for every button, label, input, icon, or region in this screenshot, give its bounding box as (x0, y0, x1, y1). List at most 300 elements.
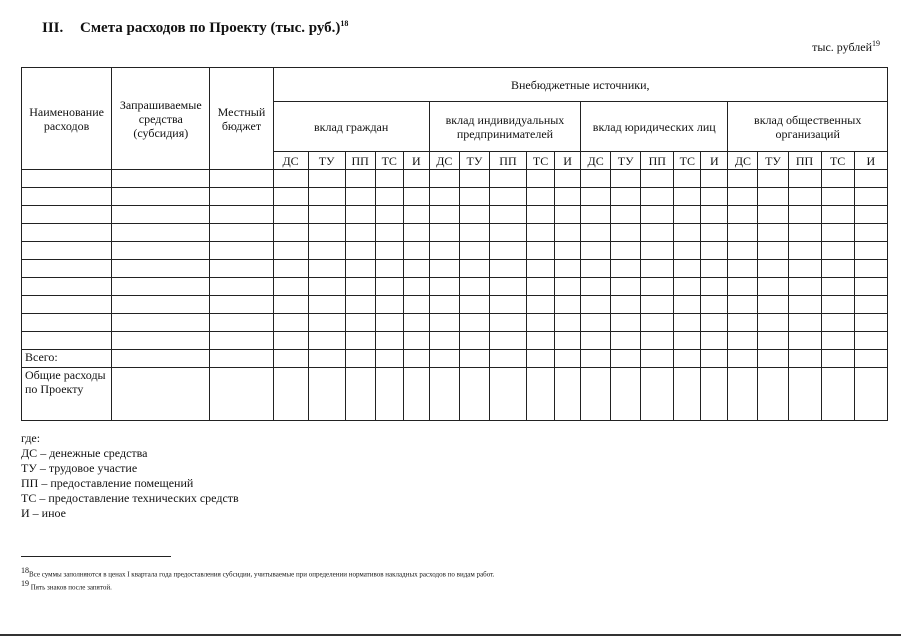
table-cell[interactable] (527, 368, 555, 421)
table-cell[interactable] (489, 332, 526, 350)
table-cell[interactable] (429, 296, 459, 314)
group-header-3: вклад юридических лиц (581, 102, 728, 152)
table-cell[interactable] (429, 242, 459, 260)
footnote-18 (21, 566, 494, 578)
table-cell[interactable] (489, 296, 526, 314)
table-cell[interactable] (308, 242, 345, 260)
table-cell[interactable] (403, 224, 429, 242)
table-cell[interactable] (758, 260, 788, 278)
table-cell[interactable] (854, 350, 887, 368)
row-name-cell[interactable] (22, 242, 112, 260)
table-cell[interactable] (555, 170, 581, 188)
table-cell[interactable] (821, 242, 854, 260)
table-cell[interactable] (728, 260, 758, 278)
table-cell[interactable] (701, 296, 728, 314)
table-cell[interactable] (854, 206, 887, 224)
table-cell[interactable] (527, 206, 555, 224)
table-cell[interactable] (821, 296, 854, 314)
subcol-header: ТС (527, 152, 555, 170)
table-cell[interactable] (210, 224, 273, 242)
table-cell[interactable] (112, 188, 210, 206)
table-cell[interactable] (758, 206, 788, 224)
table-cell[interactable] (403, 332, 429, 350)
table-cell[interactable] (459, 296, 489, 314)
row-name-cell[interactable] (22, 170, 112, 188)
table-cell[interactable] (821, 170, 854, 188)
table-cell[interactable] (489, 224, 526, 242)
legend-item: И – иное (21, 506, 66, 520)
table-cell[interactable] (611, 368, 641, 421)
table-cell[interactable] (854, 260, 887, 278)
table-cell[interactable] (611, 188, 641, 206)
table-cell[interactable] (273, 296, 308, 314)
table-cell[interactable] (527, 350, 555, 368)
table-row (22, 242, 888, 260)
table-cell[interactable] (210, 260, 273, 278)
table-cell[interactable] (788, 296, 821, 314)
table-cell[interactable] (403, 188, 429, 206)
table-cell[interactable] (375, 350, 403, 368)
table-cell[interactable] (821, 368, 854, 421)
group-header-2: вклад индивидуальных предпринимателей (429, 102, 580, 152)
table-cell[interactable] (459, 224, 489, 242)
table-cell[interactable] (581, 332, 611, 350)
table-cell[interactable] (459, 314, 489, 332)
table-cell[interactable] (403, 206, 429, 224)
table-cell[interactable] (345, 350, 375, 368)
row-name-cell[interactable] (22, 188, 112, 206)
table-cell[interactable] (854, 296, 887, 314)
table-cell[interactable] (728, 278, 758, 296)
table-cell[interactable] (611, 260, 641, 278)
table-cell[interactable] (403, 368, 429, 421)
table-cell[interactable] (788, 260, 821, 278)
table-cell[interactable] (527, 332, 555, 350)
table-cell[interactable] (375, 314, 403, 332)
table-cell[interactable] (758, 242, 788, 260)
table-cell[interactable] (674, 260, 701, 278)
subcol-header: И (403, 152, 429, 170)
table-cell[interactable] (581, 278, 611, 296)
table-cell[interactable] (210, 296, 273, 314)
table-cell[interactable] (308, 170, 345, 188)
table-cell[interactable] (701, 314, 728, 332)
table-cell[interactable] (345, 206, 375, 224)
table-cell[interactable] (489, 206, 526, 224)
table-cell[interactable] (758, 224, 788, 242)
table-cell[interactable] (821, 206, 854, 224)
table-cell[interactable] (210, 242, 273, 260)
table-cell[interactable] (581, 350, 611, 368)
table-cell[interactable] (701, 224, 728, 242)
table-cell[interactable] (375, 242, 403, 260)
table-cell[interactable] (728, 296, 758, 314)
table-cell[interactable] (112, 206, 210, 224)
table-cell[interactable] (641, 242, 674, 260)
table-cell[interactable] (788, 242, 821, 260)
table-cell[interactable] (345, 278, 375, 296)
table-cell[interactable] (788, 224, 821, 242)
table-cell[interactable] (854, 224, 887, 242)
table-cell[interactable] (641, 278, 674, 296)
table-cell[interactable] (581, 260, 611, 278)
table-cell[interactable] (489, 260, 526, 278)
table-cell[interactable] (273, 368, 308, 421)
table-cell[interactable] (489, 170, 526, 188)
table-cell[interactable] (273, 242, 308, 260)
row-name-cell[interactable] (22, 278, 112, 296)
table-cell[interactable] (459, 368, 489, 421)
table-cell[interactable] (489, 278, 526, 296)
table-cell[interactable] (641, 314, 674, 332)
table-cell[interactable] (112, 224, 210, 242)
table-cell[interactable] (674, 314, 701, 332)
table-cell[interactable] (641, 188, 674, 206)
row-name-cell[interactable] (22, 332, 112, 350)
table-cell[interactable] (403, 314, 429, 332)
table-cell[interactable] (854, 332, 887, 350)
table-cell[interactable] (701, 188, 728, 206)
table-cell[interactable] (527, 314, 555, 332)
table-cell[interactable] (210, 206, 273, 224)
table-cell[interactable] (403, 260, 429, 278)
table-cell[interactable] (788, 332, 821, 350)
table-cell[interactable] (345, 332, 375, 350)
table-cell[interactable] (308, 314, 345, 332)
table-cell[interactable] (641, 224, 674, 242)
table-cell[interactable] (674, 242, 701, 260)
subcol-header: ТС (674, 152, 701, 170)
table-cell[interactable] (821, 278, 854, 296)
table-cell[interactable] (308, 278, 345, 296)
table-cell[interactable] (429, 332, 459, 350)
table-cell[interactable] (112, 278, 210, 296)
table-cell[interactable] (555, 242, 581, 260)
table-cell[interactable] (758, 170, 788, 188)
table-cell[interactable] (459, 332, 489, 350)
table-cell[interactable] (308, 206, 345, 224)
table-cell[interactable] (854, 188, 887, 206)
table-cell[interactable] (821, 350, 854, 368)
table-cell[interactable] (641, 332, 674, 350)
table-cell[interactable] (821, 314, 854, 332)
table-cell[interactable] (674, 188, 701, 206)
table-cell[interactable] (758, 188, 788, 206)
table-cell[interactable] (701, 350, 728, 368)
subcol-header: ДС (581, 152, 611, 170)
table-cell[interactable] (273, 188, 308, 206)
table-cell[interactable] (527, 278, 555, 296)
table-cell[interactable] (701, 260, 728, 278)
table-cell[interactable] (112, 242, 210, 260)
table-cell[interactable] (112, 296, 210, 314)
table-cell[interactable] (788, 278, 821, 296)
table-cell[interactable] (555, 368, 581, 421)
table-cell[interactable] (555, 206, 581, 224)
table-cell[interactable] (701, 242, 728, 260)
table-cell[interactable] (345, 188, 375, 206)
table-cell[interactable] (854, 368, 887, 421)
table-cell[interactable] (489, 314, 526, 332)
table-cell[interactable] (758, 332, 788, 350)
row-name-cell[interactable] (22, 206, 112, 224)
table-cell[interactable] (641, 170, 674, 188)
table-cell[interactable] (674, 278, 701, 296)
table-cell[interactable] (112, 368, 210, 421)
table-cell[interactable] (527, 188, 555, 206)
table-cell[interactable] (210, 368, 273, 421)
table-cell[interactable] (555, 278, 581, 296)
table-cell[interactable] (581, 314, 611, 332)
table-cell[interactable] (788, 206, 821, 224)
table-cell[interactable] (112, 350, 210, 368)
table-cell[interactable] (581, 170, 611, 188)
table-cell[interactable] (581, 296, 611, 314)
table-cell[interactable] (489, 242, 526, 260)
table-cell[interactable] (611, 170, 641, 188)
table-cell[interactable] (701, 332, 728, 350)
table-cell[interactable] (112, 170, 210, 188)
table-cell[interactable] (555, 260, 581, 278)
table-cell[interactable] (308, 260, 345, 278)
table-cell[interactable] (821, 332, 854, 350)
table-cell[interactable] (210, 314, 273, 332)
table-cell[interactable] (273, 206, 308, 224)
subcol-header: ДС (429, 152, 459, 170)
table-cell[interactable] (489, 350, 526, 368)
table-row (22, 278, 888, 296)
table-cell[interactable] (308, 296, 345, 314)
table-cell[interactable] (788, 314, 821, 332)
table-cell[interactable] (308, 368, 345, 421)
table-cell[interactable] (210, 278, 273, 296)
table-cell[interactable] (821, 224, 854, 242)
table-cell[interactable] (555, 332, 581, 350)
table-cell[interactable] (489, 188, 526, 206)
table-cell[interactable] (854, 278, 887, 296)
table-cell[interactable] (459, 260, 489, 278)
table-cell[interactable] (429, 350, 459, 368)
table-cell[interactable] (375, 278, 403, 296)
row-name-cell[interactable] (22, 224, 112, 242)
table-cell[interactable] (581, 368, 611, 421)
table-cell[interactable] (854, 242, 887, 260)
table-cell[interactable] (403, 170, 429, 188)
table-cell[interactable] (375, 368, 403, 421)
table-cell[interactable] (210, 170, 273, 188)
table-cell[interactable] (210, 350, 273, 368)
table-cell[interactable] (112, 332, 210, 350)
table-cell[interactable] (581, 242, 611, 260)
table-cell[interactable] (701, 278, 728, 296)
table-cell[interactable] (641, 350, 674, 368)
footnote-ref-18[interactable]: 18 (340, 19, 349, 28)
table-cell[interactable] (273, 224, 308, 242)
table-cell[interactable] (758, 314, 788, 332)
subcol-header: ПП (788, 152, 821, 170)
table-cell[interactable] (728, 242, 758, 260)
footnote-separator (21, 556, 171, 557)
table-cell[interactable] (854, 170, 887, 188)
table-cell[interactable] (728, 224, 758, 242)
table-cell[interactable] (459, 242, 489, 260)
table-cell[interactable] (273, 170, 308, 188)
table-cell[interactable] (459, 170, 489, 188)
table-cell[interactable] (758, 278, 788, 296)
table-cell[interactable] (728, 368, 758, 421)
table-cell[interactable] (821, 188, 854, 206)
table-cell[interactable] (345, 314, 375, 332)
table-cell[interactable] (641, 206, 674, 224)
table-cell[interactable] (429, 260, 459, 278)
table-cell[interactable] (641, 368, 674, 421)
col-header-local-budget: Местный бюджет (210, 68, 273, 170)
table-cell[interactable] (459, 206, 489, 224)
table-cell[interactable] (273, 332, 308, 350)
table-cell[interactable] (403, 350, 429, 368)
footnote-ref-19[interactable]: 19 (872, 39, 880, 48)
table-cell[interactable] (555, 296, 581, 314)
table-cell[interactable] (459, 188, 489, 206)
table-cell[interactable] (788, 368, 821, 421)
table-cell[interactable] (308, 350, 345, 368)
table-cell[interactable] (611, 224, 641, 242)
table-cell[interactable] (581, 206, 611, 224)
table-cell[interactable] (611, 242, 641, 260)
table-cell[interactable] (210, 332, 273, 350)
table-cell[interactable] (403, 242, 429, 260)
table-cell[interactable] (345, 260, 375, 278)
table-cell[interactable] (210, 188, 273, 206)
table-cell[interactable] (375, 206, 403, 224)
table-cell[interactable] (611, 206, 641, 224)
table-cell[interactable] (527, 296, 555, 314)
table-cell[interactable] (674, 224, 701, 242)
table-cell[interactable] (273, 260, 308, 278)
table-cell[interactable] (821, 260, 854, 278)
subcol-header: ТС (375, 152, 403, 170)
table-cell[interactable] (429, 278, 459, 296)
table-cell[interactable] (429, 224, 459, 242)
table-cell[interactable] (555, 224, 581, 242)
table-cell[interactable] (375, 296, 403, 314)
table-cell[interactable] (459, 350, 489, 368)
table-cell[interactable] (788, 188, 821, 206)
table-cell[interactable] (728, 314, 758, 332)
row-name-cell[interactable] (22, 296, 112, 314)
table-cell[interactable] (728, 170, 758, 188)
group-header-1: вклад граждан (273, 102, 429, 152)
row-label: Общие расходы по Проекту (22, 368, 112, 421)
table-cell[interactable] (728, 206, 758, 224)
table-cell[interactable] (641, 260, 674, 278)
table-cell[interactable] (308, 224, 345, 242)
table-cell[interactable] (581, 224, 611, 242)
table-cell[interactable] (701, 206, 728, 224)
table-cell[interactable] (674, 170, 701, 188)
table-cell[interactable] (555, 188, 581, 206)
table-cell[interactable] (611, 332, 641, 350)
table-cell[interactable] (527, 260, 555, 278)
table-cell[interactable] (555, 350, 581, 368)
table-cell[interactable] (854, 314, 887, 332)
table-cell[interactable] (345, 170, 375, 188)
table-cell[interactable] (273, 314, 308, 332)
table-cell[interactable] (429, 368, 459, 421)
table-row (22, 260, 888, 278)
table-cell[interactable] (403, 296, 429, 314)
table-cell[interactable] (788, 170, 821, 188)
table-cell[interactable] (429, 206, 459, 224)
table-cell[interactable] (308, 332, 345, 350)
table-cell[interactable] (555, 314, 581, 332)
table-cell[interactable] (701, 170, 728, 188)
table-cell[interactable] (489, 368, 526, 421)
table-cell[interactable] (674, 296, 701, 314)
table-cell[interactable] (758, 296, 788, 314)
table-cell[interactable] (728, 188, 758, 206)
table-cell[interactable] (527, 242, 555, 260)
table-cell[interactable] (701, 368, 728, 421)
table-cell[interactable] (375, 332, 403, 350)
table-cell[interactable] (429, 314, 459, 332)
table-cell[interactable] (375, 170, 403, 188)
table-cell[interactable] (345, 296, 375, 314)
table-cell[interactable] (527, 170, 555, 188)
page-bottom-rule (0, 634, 901, 636)
table-cell[interactable] (273, 350, 308, 368)
table-cell[interactable] (308, 188, 345, 206)
subcol-header: ТУ (611, 152, 641, 170)
table-cell[interactable] (375, 260, 403, 278)
table-cell[interactable] (429, 188, 459, 206)
table-cell[interactable] (611, 350, 641, 368)
table-cell[interactable] (611, 296, 641, 314)
table-cell[interactable] (674, 350, 701, 368)
table-cell[interactable] (674, 206, 701, 224)
table-cell[interactable] (273, 278, 308, 296)
table-cell[interactable] (674, 332, 701, 350)
table-cell[interactable] (429, 170, 459, 188)
table-cell[interactable] (728, 350, 758, 368)
row-label: Всего: (22, 350, 112, 368)
table-cell[interactable] (758, 368, 788, 421)
table-cell[interactable] (674, 368, 701, 421)
footnote-18-mark: 18 (21, 566, 29, 575)
table-cell[interactable] (375, 224, 403, 242)
legend-item: ТУ – трудовое участие (21, 461, 138, 475)
subcol-header: ПП (489, 152, 526, 170)
table-cell[interactable] (728, 332, 758, 350)
table-cell[interactable] (345, 224, 375, 242)
table-cell[interactable] (788, 350, 821, 368)
table-cell[interactable] (758, 350, 788, 368)
table-cell[interactable] (527, 224, 555, 242)
table-cell[interactable] (581, 188, 611, 206)
table-cell[interactable] (611, 278, 641, 296)
row-name-cell[interactable] (22, 260, 112, 278)
table-cell[interactable] (403, 278, 429, 296)
table-cell[interactable] (112, 260, 210, 278)
table-cell[interactable] (459, 278, 489, 296)
table-cell[interactable] (641, 296, 674, 314)
table-cell[interactable] (611, 314, 641, 332)
table-cell[interactable] (345, 368, 375, 421)
table-cell[interactable] (112, 314, 210, 332)
row-name-cell[interactable] (22, 314, 112, 332)
table-cell[interactable] (345, 242, 375, 260)
table-cell[interactable] (375, 188, 403, 206)
